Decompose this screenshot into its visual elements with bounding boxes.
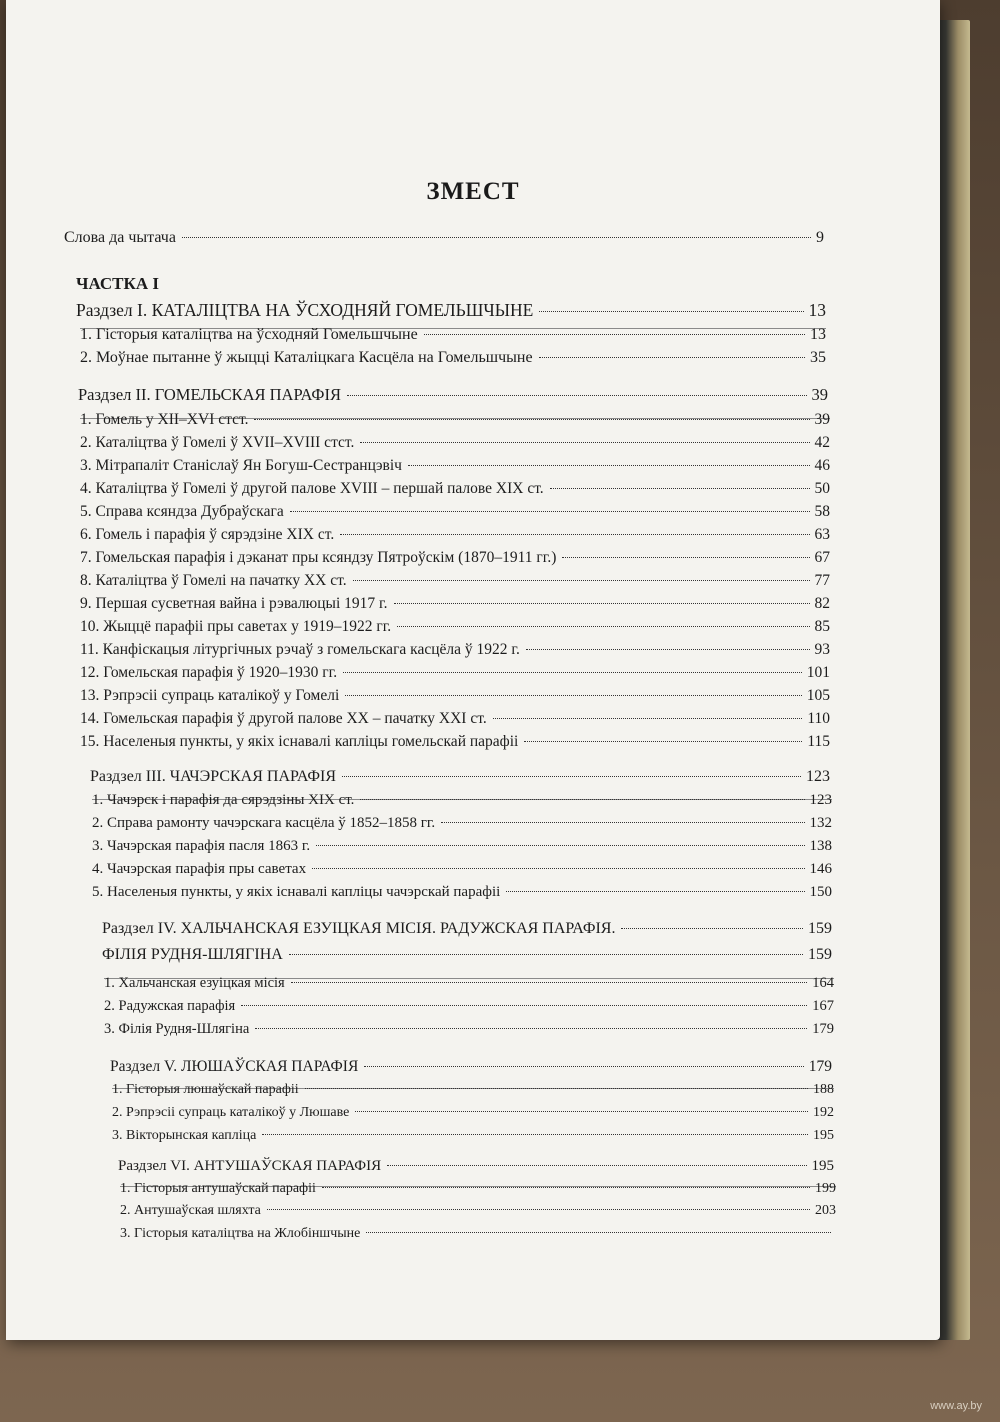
leader-dots — [366, 1232, 831, 1233]
toc-entry-text: 2. Справа рамонту чачэрскага касцёла ў 1852–1858 гг. — [92, 815, 436, 831]
toc-section-6 — [118, 1158, 834, 1175]
toc-row — [112, 1082, 834, 1098]
leader-dots — [539, 357, 805, 358]
toc-section-title: Раздзел VI. АНТУШАЎСКАЯ ПАРАФІЯ — [118, 1158, 382, 1174]
leader-dots — [241, 1005, 807, 1006]
leader-dots — [353, 580, 810, 581]
toc-entry-text: 2. Моўнае пытанне ў жыцці Каталіцкага Касцёла на Гомельшчыне — [80, 349, 533, 366]
toc-entry-text: 5. Справа ксяндза Дубраўскага — [80, 503, 284, 520]
toc-page-number: 63 — [814, 526, 830, 543]
leader-dots — [360, 442, 809, 443]
toc-entry-text: Слова да чытача — [64, 229, 176, 246]
toc-entry-text: 1. Гісторыя люшаўскай парафіі — [112, 1082, 299, 1097]
toc-section-title: Раздзел V. ЛЮШАЎСКАЯ ПАРАФІЯ — [110, 1058, 359, 1075]
toc-row — [92, 815, 832, 832]
leader-dots — [322, 1187, 810, 1188]
leader-dots — [182, 237, 811, 238]
toc-page-number: 93 — [814, 641, 830, 658]
toc-page-number: 105 — [806, 687, 830, 704]
toc-entry-text: 8. Каталіцтва ў Гомелі на пачатку XX ст. — [80, 572, 347, 589]
leader-dots — [305, 1088, 808, 1089]
toc-row — [80, 572, 830, 590]
leader-dots — [408, 465, 810, 466]
toc-entry-text: 7. Гомельская парафія і дэканат пры ксяндзу Пятроўскім (1870–1911 гг.) — [80, 549, 557, 566]
leader-dots — [394, 603, 810, 604]
toc-entry-text: 1. Чачэрск і парафія да сярэдзіны XIX ст. — [92, 792, 355, 808]
toc-entry-text: 1. Хальчанская езуіцкая місія — [104, 975, 285, 991]
toc-row — [80, 687, 830, 705]
toc-entry-text: 2. Антушаўская шляхта — [120, 1203, 261, 1218]
toc-page-number: 85 — [814, 618, 830, 635]
leader-dots — [254, 419, 809, 420]
leader-dots — [347, 395, 807, 396]
toc-page-number: 146 — [809, 861, 832, 877]
toc-page-number: 67 — [814, 549, 830, 566]
toc-section-3 — [90, 768, 830, 786]
toc-section-title: Раздзел IV. ХАЛЬЧАНСКАЯ ЕЗУІЦКАЯ МІСІЯ. РАДУЖСКАЯ ПАРАФІЯ. — [102, 920, 616, 937]
toc-row — [104, 1021, 834, 1038]
toc-row — [80, 733, 830, 751]
toc-row-intro — [64, 229, 824, 247]
toc-page-number: 9 — [816, 229, 824, 246]
toc-page-number: 192 — [813, 1105, 834, 1120]
leader-dots — [345, 695, 801, 696]
toc-entry-text: 1. Гісторыя каталіцтва на ўсходняй Гомельшчыне — [80, 326, 418, 343]
toc-section-4-line2 — [102, 946, 832, 964]
toc-row — [80, 641, 830, 659]
leader-dots — [506, 891, 804, 892]
toc-entry-text: 2. Рэпрэсіі супраць каталікоў у Люшаве — [112, 1105, 350, 1120]
toc-page-number: 82 — [814, 595, 830, 612]
toc-section-title: ФІЛІЯ РУДНЯ-ШЛЯГІНА — [102, 946, 283, 963]
leader-dots — [550, 488, 810, 489]
toc-row — [112, 1128, 834, 1144]
leader-dots — [493, 718, 803, 719]
toc-entry-text: 10. Жыццё парафіі пры саветах у 1919–1922 гг. — [80, 618, 392, 635]
toc-row — [120, 1181, 836, 1197]
book-page — [6, 0, 940, 1340]
toc-row — [80, 326, 826, 344]
toc-row — [80, 349, 826, 367]
toc-entry-text: 3. Мітрапаліт Станіслаў Ян Богуш-Сестранцэвіч — [80, 457, 402, 474]
toc-row — [80, 411, 830, 429]
toc-row — [80, 549, 830, 567]
leader-dots — [397, 626, 809, 627]
toc-row — [80, 503, 830, 521]
leader-dots — [342, 776, 801, 777]
leader-dots — [267, 1209, 810, 1210]
page-title: ЗМЕСТ — [426, 178, 520, 205]
toc-row — [92, 861, 832, 878]
toc-section-2 — [78, 385, 828, 405]
toc-row — [92, 884, 832, 901]
toc-entry-text: 3. Гісторыя каталіцтва на Жлобіншчыне — [120, 1226, 361, 1241]
toc-page-number: 13 — [810, 326, 826, 343]
leader-dots — [441, 822, 804, 823]
toc-page-number: 123 — [809, 792, 832, 808]
toc-row — [80, 618, 830, 636]
toc-page-number: 138 — [809, 838, 832, 854]
toc-page-number: 159 — [808, 920, 832, 937]
leader-dots — [343, 672, 802, 673]
toc-row — [92, 838, 832, 855]
toc-page-number: 50 — [814, 480, 830, 497]
toc-entry-text: 14. Гомельская парафія ў другой палове XX – пачатку XXI ст. — [80, 710, 487, 727]
toc-entry-text: 1. Гомель у XII–XVI стст. — [80, 411, 249, 428]
toc-row — [80, 457, 830, 475]
toc-page-number: 159 — [808, 946, 832, 963]
toc-entry-text: 15. Населеныя пункты, у якіх існавалі капліцы гомельскай парафіі — [80, 733, 519, 750]
toc-entry-text: 4. Каталіцтва ў Гомелі ў другой палове XVIII – першай палове XIX ст. — [80, 480, 544, 497]
toc-row — [104, 998, 834, 1015]
toc-page-number: 110 — [807, 710, 830, 727]
toc-row — [80, 710, 830, 728]
toc-section-1 — [76, 300, 826, 321]
toc-page-number: 188 — [813, 1082, 834, 1097]
toc-row — [112, 1105, 834, 1121]
toc-section-5 — [110, 1058, 832, 1076]
toc-page-number: 167 — [812, 998, 834, 1014]
toc-page-number: 77 — [814, 572, 830, 589]
toc-section-title: Раздзел III. ЧАЧЭРСКАЯ ПАРАФІЯ — [90, 768, 337, 785]
toc-page-number: 123 — [806, 768, 830, 785]
toc-entry-text: 4. Чачэрская парафія пры саветах — [92, 861, 307, 877]
toc-row — [120, 1226, 836, 1242]
leader-dots — [262, 1134, 808, 1135]
toc-page-number: 179 — [808, 1058, 832, 1075]
leader-dots — [291, 982, 808, 983]
toc-entry-text: 6. Гомель і парафія ў сярэдзіне XIX ст. — [80, 526, 335, 543]
toc-row — [80, 434, 830, 452]
toc-row — [104, 975, 834, 992]
toc-page-number: 39 — [814, 411, 830, 428]
toc-section-title: Раздзел II. ГОМЕЛЬСКАЯ ПАРАФІЯ — [78, 385, 341, 404]
leader-dots — [364, 1066, 803, 1067]
toc-page-number: 203 — [815, 1203, 836, 1218]
toc-page-number: 58 — [814, 503, 830, 520]
toc-entry-text: 12. Гомельская парафія ў 1920–1930 гг. — [80, 664, 338, 681]
leader-dots — [360, 799, 804, 800]
toc-section-4 — [102, 920, 832, 938]
toc-page-number: 13 — [808, 300, 826, 320]
toc-page-number: 42 — [814, 434, 830, 451]
leader-dots — [562, 557, 809, 558]
leader-dots — [387, 1165, 806, 1166]
toc-entry-text: 2. Каталіцтва ў Гомелі ў XVII–XVIII стст. — [80, 434, 355, 451]
toc-page-number: 39 — [811, 385, 828, 404]
leader-dots — [289, 954, 803, 955]
toc-entry-text: 9. Першая сусветная вайна і рэвалюцыі 1917 г. — [80, 595, 388, 612]
leader-dots — [290, 511, 810, 512]
toc-row — [80, 480, 830, 498]
toc-page-number: 46 — [814, 457, 830, 474]
toc-entry-text: 3. Вікторынская капліца — [112, 1128, 257, 1143]
toc-entry-text: 3. Філія Рудня-Шлягіна — [104, 1021, 250, 1037]
leader-dots — [524, 741, 802, 742]
toc-row — [92, 792, 832, 809]
toc-page-number: 195 — [813, 1128, 834, 1143]
leader-dots — [316, 845, 804, 846]
toc-page-number: 199 — [815, 1181, 836, 1196]
toc-entry-text: 13. Рэпрэсіі супраць каталікоў у Гомелі — [80, 687, 340, 704]
toc-page-number: 35 — [810, 349, 826, 366]
part-label: ЧАСТКА I — [76, 274, 159, 293]
leader-dots — [539, 311, 803, 312]
toc-page-number: 164 — [812, 975, 834, 991]
toc-page-number: 179 — [812, 1021, 834, 1037]
leader-dots — [424, 334, 805, 335]
toc-page-number: 195 — [811, 1158, 834, 1174]
leader-dots — [312, 868, 804, 869]
leader-dots — [255, 1028, 807, 1029]
toc-entry-text: 5. Населеныя пункты, у якіх існавалі капліцы чачэрскай парафіі — [92, 884, 501, 900]
toc-page-number: 132 — [809, 815, 832, 831]
leader-dots — [340, 534, 809, 535]
toc-row — [80, 526, 830, 544]
toc-row — [120, 1203, 836, 1219]
toc-row — [80, 595, 830, 613]
toc-entry-text: 2. Радужская парафія — [104, 998, 236, 1014]
toc-row — [80, 664, 830, 682]
leader-dots — [355, 1111, 808, 1112]
toc-entry-text: 3. Чачэрская парафія пасля 1863 г. — [92, 838, 311, 854]
leader-dots — [526, 649, 810, 650]
toc-entry-text: 11. Канфіскацыя літургічных рэчаў з гомельскага касцёла ў 1922 г. — [80, 641, 520, 658]
toc-page-number: 150 — [809, 884, 832, 900]
toc-section-title: Раздзел I. КАТАЛІЦТВА НА ЎСХОДНЯЙ ГОМЕЛЬШЧЫНЕ — [76, 300, 534, 320]
leader-dots — [621, 928, 803, 929]
watermark: www.ay.by — [930, 1400, 982, 1412]
toc-entry-text: 1. Гісторыя антушаўскай парафіі — [120, 1181, 316, 1196]
toc-page-number: 115 — [807, 733, 830, 750]
toc-page-number: 101 — [806, 664, 830, 681]
